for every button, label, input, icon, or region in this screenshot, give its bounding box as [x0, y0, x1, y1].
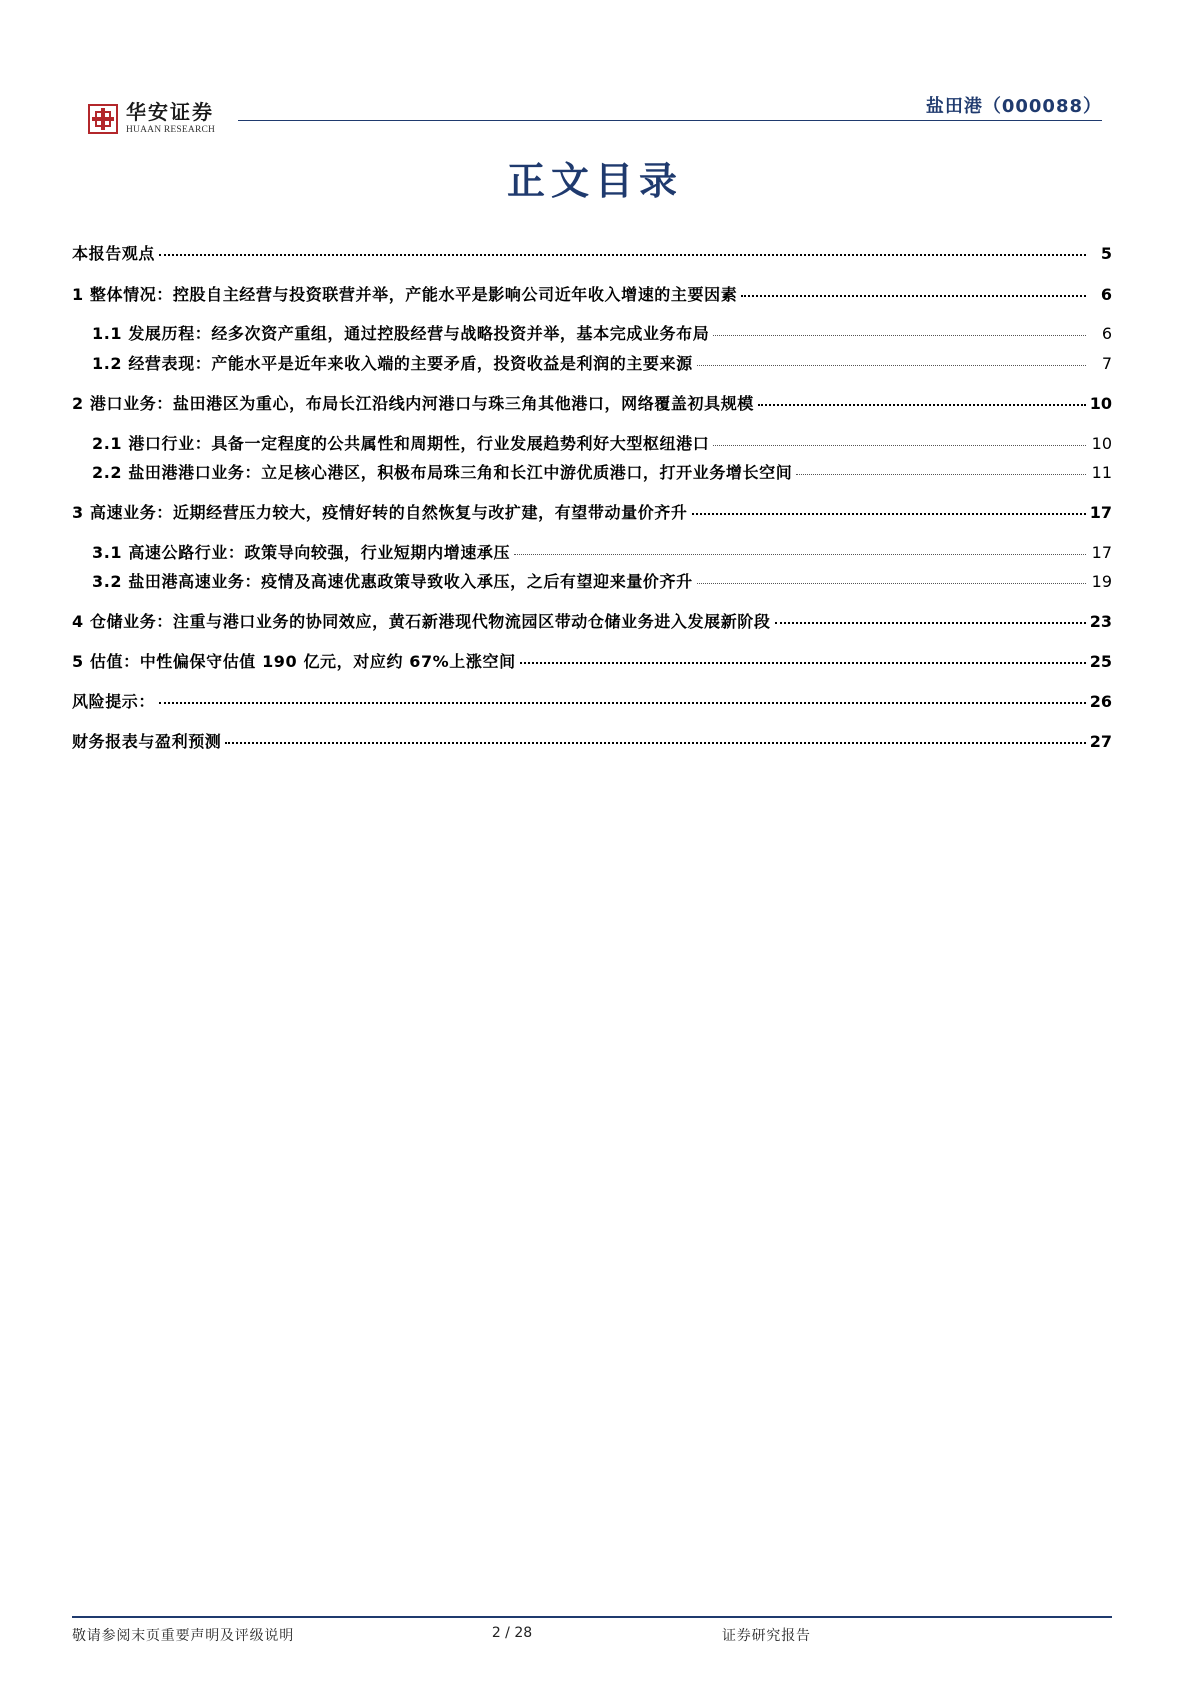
toc-leader-dots	[697, 365, 1086, 366]
toc-entry-title: 1 整体情况：控股自主经营与投资联营并举，产能水平是影响公司近年收入增速的主要因素	[72, 285, 738, 304]
stock-label: 盐田港（000088）	[925, 96, 1102, 117]
toc-entry[interactable]	[72, 282, 1112, 306]
toc-entry[interactable]	[72, 729, 1112, 753]
toc-entry-title: 2.2 盐田港港口业务：立足核心港区，积极布局珠三角和长江中游优质港口，打开业务增长空间	[92, 463, 793, 482]
toc-leader-dots	[514, 554, 1086, 555]
toc-subentry[interactable]	[92, 569, 1112, 593]
toc-entry[interactable]	[72, 500, 1112, 524]
toc-leader-dots	[225, 742, 1085, 744]
toc-entry-page: 27	[1089, 732, 1112, 751]
toc-entry-page: 6	[1101, 324, 1112, 343]
company-logo	[88, 102, 215, 136]
toc-leader-dots	[713, 445, 1086, 446]
toc-entry[interactable]	[72, 241, 1112, 265]
footer-report-type: 证券研究报告	[722, 1628, 811, 1644]
toc-entry-page: 26	[1089, 692, 1112, 711]
toc-leader-dots	[159, 254, 1086, 256]
toc-entry-title: 5 估值：中性偏保守估值 190 亿元，对应约 67%上涨空间	[72, 652, 516, 671]
toc-entry[interactable]	[72, 609, 1112, 633]
toc-entry[interactable]	[72, 689, 1112, 713]
toc-entry-page: 10	[1091, 434, 1112, 453]
toc-entry-title: 2 港口业务：盐田港区为重心，布局长江沿线内河港口与珠三角其他港口，网络覆盖初具规模	[72, 394, 754, 413]
toc-entry-title: 1.2 经营表现：产能水平是近年来收入端的主要矛盾，投资收益是利润的主要来源	[92, 354, 693, 373]
toc-entry-page: 17	[1091, 543, 1112, 562]
toc-entry-page: 17	[1089, 503, 1112, 522]
toc-subentry[interactable]	[92, 431, 1112, 455]
toc-leader-dots	[520, 662, 1086, 664]
toc-entry-page: 11	[1091, 463, 1112, 482]
toc-leader-dots	[796, 474, 1086, 475]
toc-leader-dots	[741, 295, 1086, 297]
toc-subentry[interactable]	[92, 460, 1112, 484]
toc-leader-dots	[692, 513, 1086, 515]
toc-subentry[interactable]	[92, 540, 1112, 564]
toc-entry-page: 6	[1100, 285, 1112, 304]
toc-entry-page: 5	[1100, 244, 1112, 263]
toc-entry[interactable]	[72, 391, 1112, 415]
toc-entry-title: 1.1 发展历程：经多次资产重组，通过控股经营与战略投资并举，基本完成业务布局	[92, 324, 710, 343]
toc-entry-page: 23	[1089, 612, 1112, 631]
footer-divider	[72, 1616, 1112, 1618]
page-number: 2 / 28	[491, 1625, 533, 1641]
toc-entry-page: 25	[1089, 652, 1112, 671]
toc-entry-title: 财务报表与盈利预测	[72, 732, 222, 751]
toc-entry-title: 2.1 港口行业：具备一定程度的公共属性和周期性，行业发展趋势利好大型枢纽港口	[92, 434, 710, 453]
toc-leader-dots	[775, 622, 1086, 624]
toc-subentry[interactable]	[92, 351, 1112, 375]
toc-entry[interactable]	[72, 649, 1112, 673]
toc-entry-page: 19	[1091, 572, 1112, 591]
logo-en: HUAAN RESEARCH	[126, 125, 216, 135]
page-header	[88, 88, 1102, 148]
footer-disclaimer: 敬请参阅末页重要声明及评级说明	[72, 1628, 294, 1644]
toc-entry-title: 3 高速业务：近期经营压力较大，疫情好转的自然恢复与改扩建，有望带动量价齐升	[72, 503, 688, 522]
header-divider	[238, 120, 1102, 121]
toc-leader-dots	[159, 702, 1086, 704]
toc-entry-page: 7	[1101, 354, 1112, 373]
logo-text	[126, 102, 215, 136]
logo-mark-icon	[88, 104, 118, 134]
toc-entry-title: 3.1 高速公路行业：政策导向较强，行业短期内增速承压	[92, 543, 511, 562]
toc-entry-page: 10	[1089, 394, 1112, 413]
toc-leader-dots	[758, 404, 1086, 406]
toc-entry-title: 4 仓储业务：注重与港口业务的协同效应，黄石新港现代物流园区带动仓储业务进入发展新阶段	[72, 612, 771, 631]
page-footer	[72, 1625, 1112, 1649]
toc-leader-dots	[713, 335, 1086, 336]
toc-leader-dots	[697, 583, 1086, 584]
page-title: 正文目录	[506, 158, 683, 203]
toc-entry-title: 本报告观点	[72, 244, 156, 263]
toc-entry-title: 3.2 盐田港高速业务：疫情及高速优惠政策导致收入承压，之后有望迎来量价齐升	[92, 572, 693, 591]
toc-subentry[interactable]	[92, 321, 1112, 345]
logo-cn: 华安证券	[126, 100, 214, 124]
toc-entry-title: 风险提示：	[72, 692, 156, 711]
